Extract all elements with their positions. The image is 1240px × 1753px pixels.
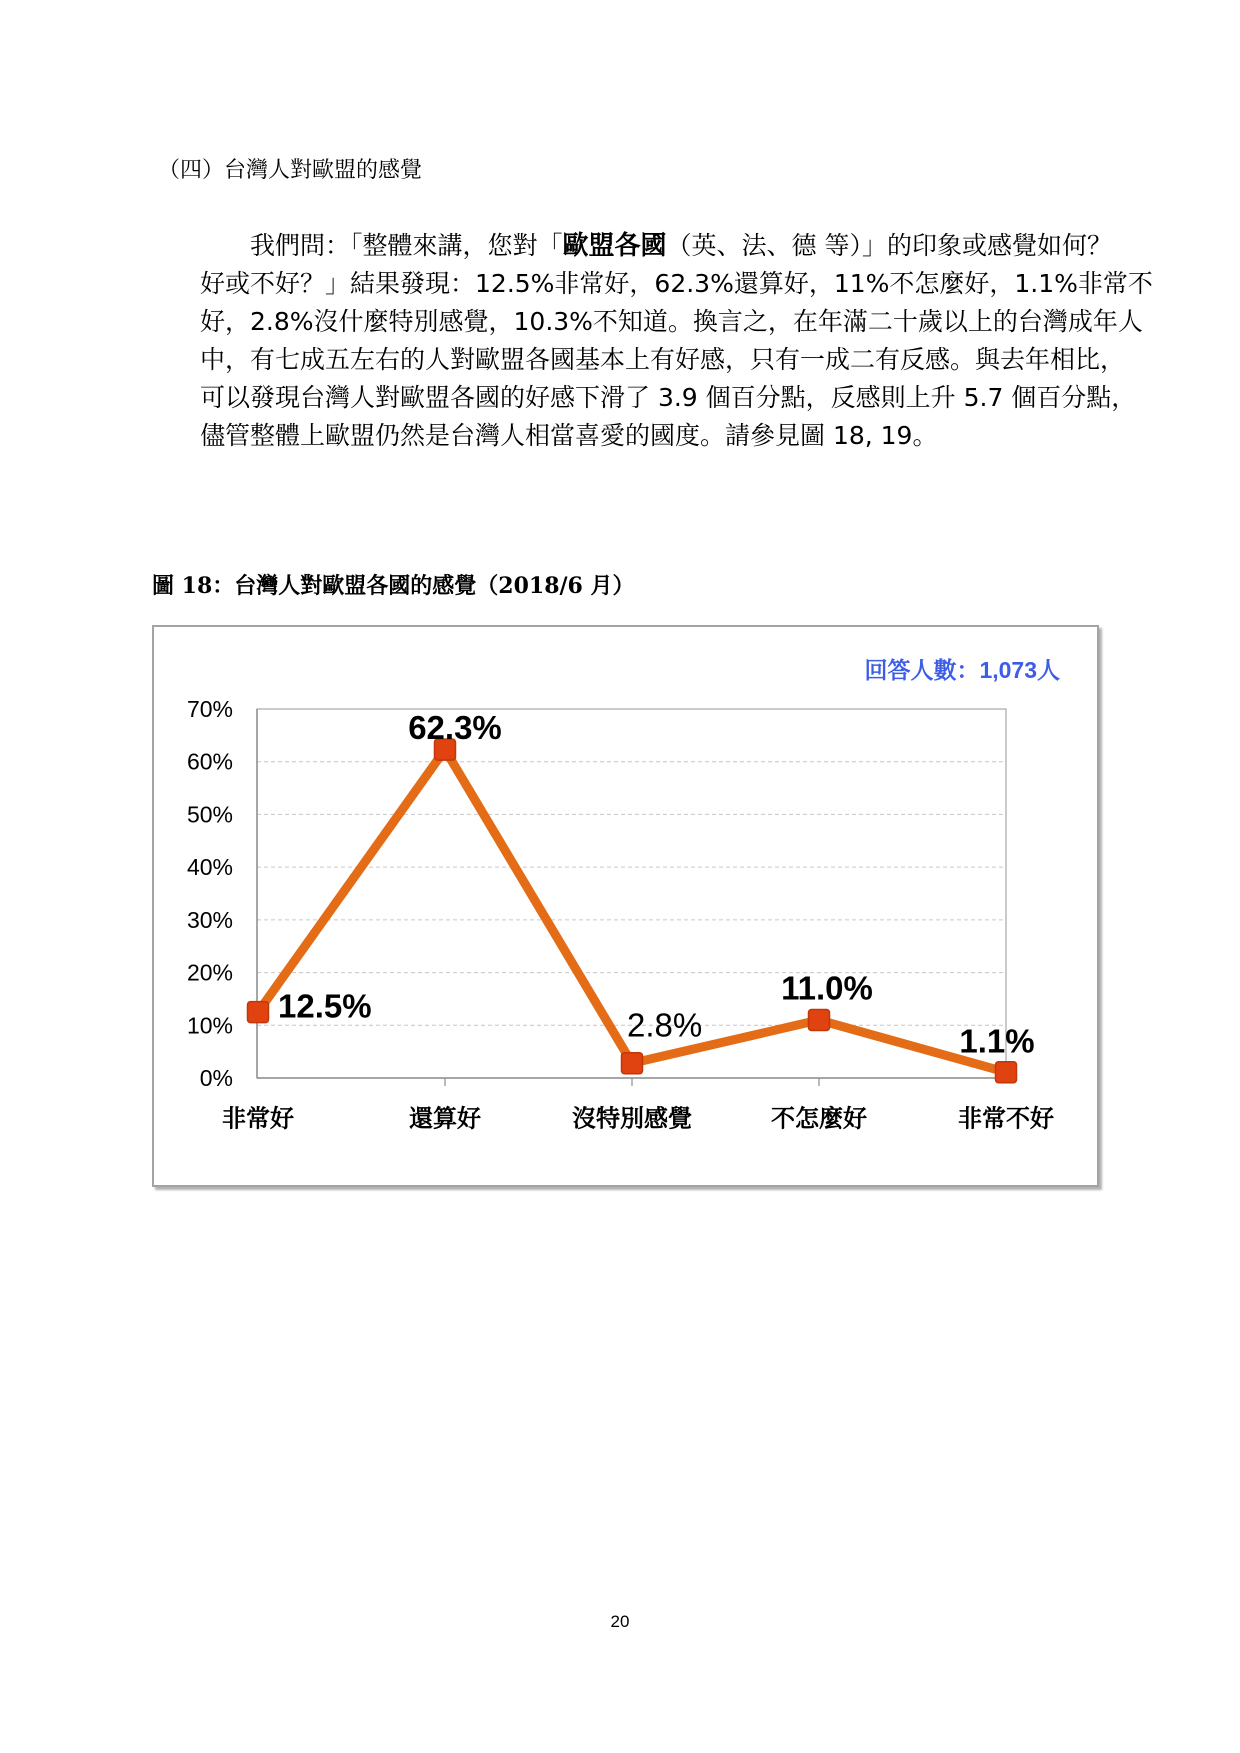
data-label: 2.8% [627, 1006, 703, 1044]
emphasis-text: 歐盟各國 [562, 231, 667, 261]
paragraph-line: 好，2.8%沒什麼特別感覺，10.3%不知道。換言之，在年滿二十歲以上的台灣成年人 [200, 307, 1143, 336]
chart-frame [152, 625, 1099, 1187]
y-tick-label: 0% [199, 1065, 233, 1091]
x-category-label: 非常不好 [958, 1105, 1054, 1133]
y-tick-label: 30% [186, 906, 233, 933]
paragraph-line: 可以發現台灣人對歐盟各國的好感下滑了 3.9 個百分點，反感則上升 5.7 個百分點， [200, 383, 1137, 412]
body-paragraph [200, 227, 1153, 455]
data-label: 12.5% [278, 987, 372, 1025]
x-category-label: 沒特別感覺 [572, 1105, 692, 1133]
y-tick-label: 10% [186, 1012, 233, 1039]
x-category-label: 非常好 [222, 1105, 294, 1133]
paragraph-line: 中，有七成五左右的人對歐盟各國基本上有好感，只有一成二有反感。與去年相比， [200, 345, 1126, 374]
data-point-marker [622, 1053, 643, 1074]
x-category-label: 不怎麼好 [771, 1105, 867, 1133]
y-tick-label: 40% [186, 854, 233, 881]
page-number: 20 [610, 1612, 630, 1631]
data-point-marker [248, 1002, 269, 1023]
figure-caption: 圖 18：台灣人對歐盟各國的感覺（2018/6 月） [152, 573, 635, 599]
respondent-count-annotation: 回答人數：1,073人 [864, 657, 1060, 683]
data-label: 1.1% [959, 1022, 1035, 1060]
data-label: 62.3% [408, 709, 502, 747]
paragraph-line: 好或不好？」結果發現：12.5%非常好，62.3%還算好，11%不怎麼好，1.1%非常不 [200, 269, 1153, 298]
x-category-label: 還算好 [409, 1105, 481, 1133]
data-label: 11.0% [781, 969, 873, 1007]
paragraph-line: 儘管整體上歐盟仍然是台灣人相當喜愛的國度。請參見圖 18, 19。 [200, 421, 938, 450]
paragraph-text: （英、法、德 等）」的印象或感覺如何？ [666, 231, 1112, 260]
data-point-marker [996, 1062, 1017, 1083]
y-tick-label: 70% [186, 696, 233, 722]
paragraph-line [200, 227, 1130, 265]
y-tick-label: 60% [186, 748, 233, 775]
paragraph-text: 我們問：「整體來講，您對「 [250, 231, 563, 260]
y-tick-label: 20% [186, 959, 233, 986]
data-point-marker [809, 1010, 830, 1031]
line-chart [154, 627, 1097, 1185]
y-tick-label: 50% [186, 801, 233, 828]
section-heading: （四）台灣人對歐盟的感覺 [158, 158, 423, 183]
